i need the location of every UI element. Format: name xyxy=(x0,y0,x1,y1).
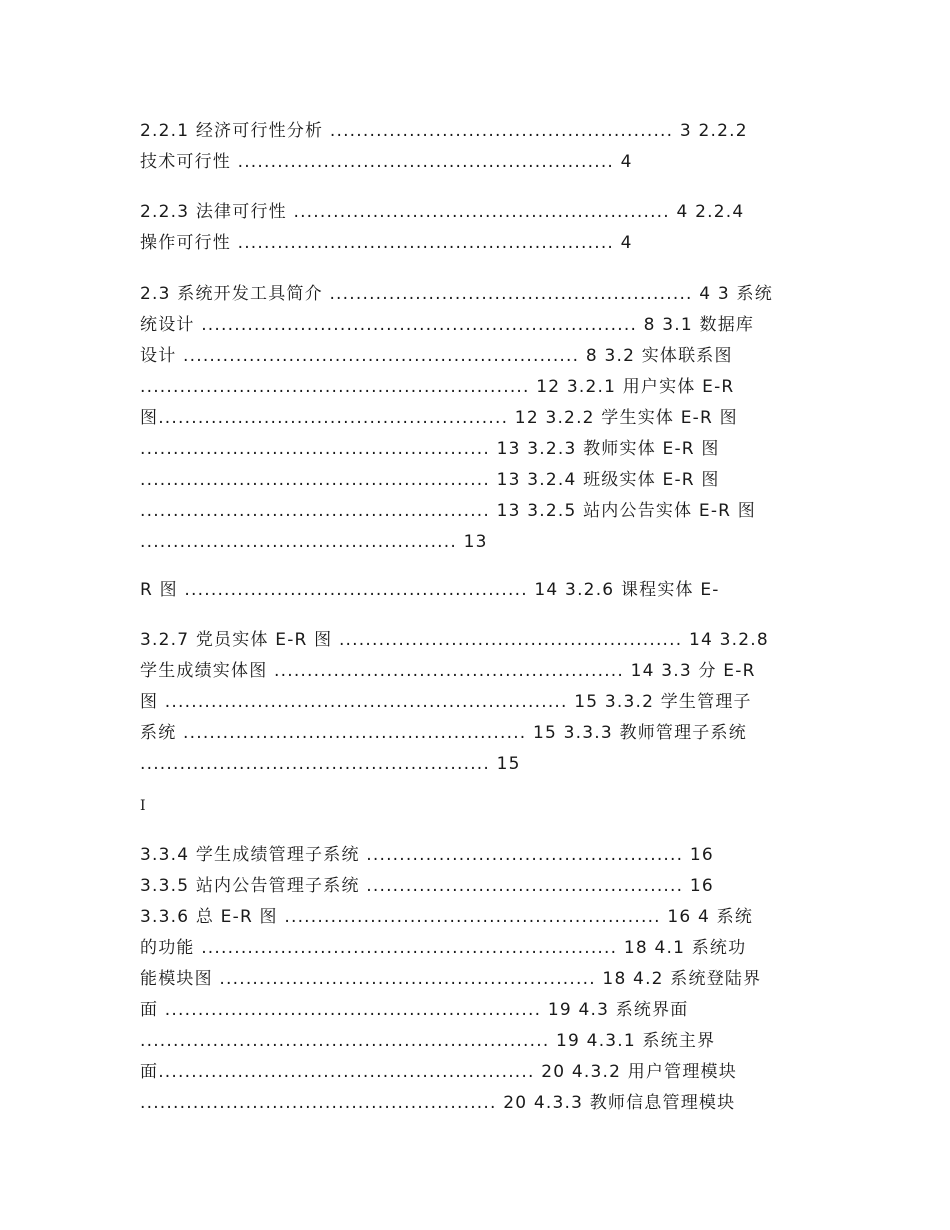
toc-line: 面......................................................... 20 4.3.2 用户管理模块 xyxy=(140,1062,737,1082)
toc-line: 3.3.4 学生成绩管理子系统 ................................................ 16 xyxy=(140,845,714,865)
toc-line: .............................................................. 19 4.3.1 系统主界 xyxy=(140,1031,716,1051)
toc-line: ..................................................... 13 3.2.3 教师实体 E-R 图 xyxy=(140,439,720,459)
toc-line: 面 ......................................................... 19 4.3 系统界面 xyxy=(140,1000,689,1020)
toc-line: ..................................................... 13 3.2.4 班级实体 E-R 图 xyxy=(140,470,720,490)
toc-line: 3.3.5 站内公告管理子系统 ................................................ 16 xyxy=(140,876,714,896)
toc-line: 技术可行性 ......................................................... 4 xyxy=(140,152,633,172)
toc-line: ...................................................... 20 4.3.3 教师信息管理模块 xyxy=(140,1093,736,1113)
toc-line: 图..................................................... 12 3.2.2 学生实体 E-R 图 xyxy=(140,408,738,428)
toc-line: 能模块图 ......................................................... 18 4.2 系统登陆界 xyxy=(140,969,762,989)
toc-line: ..................................................... 13 3.2.5 站内公告实体 E-R 图 xyxy=(140,501,756,521)
toc-line: 设计 ............................................................ 8 3.2 实体联系图 xyxy=(140,346,733,366)
toc-line: 3.3.6 总 E-R 图 ......................................................... 16 4 系统 xyxy=(140,907,754,927)
toc-line: 2.2.1 经济可行性分析 .................................................... 3 2.2.2 xyxy=(140,121,748,141)
toc-line: 图 ............................................................. 15 3.3.2 学生管理子 xyxy=(140,692,752,712)
toc-line: ........................................................... 12 3.2.1 用户实体 E-R xyxy=(140,377,735,397)
toc-line: 统设计 .................................................................. 8 3.1 数据库 xyxy=(140,315,755,335)
toc-line: 2.3 系统开发工具简介 ....................................................... 4 3 系统 xyxy=(140,284,773,304)
page-number-marker: I xyxy=(140,798,146,814)
toc-line: 的功能 ............................................................... 18 4.1 系统功 xyxy=(140,938,747,958)
toc-line: 3.2.7 党员实体 E-R 图 .................................................... 14 3.2.8 xyxy=(140,630,769,650)
toc-line: 学生成绩实体图 ..................................................... 14 3.3 分 E-R xyxy=(140,661,756,681)
toc-line: ................................................ 13 xyxy=(140,532,488,552)
toc-line: 系统 .................................................... 15 3.3.3 教师管理子系统 xyxy=(140,723,747,743)
toc-line: ..................................................... 15 xyxy=(140,754,521,774)
toc-line: 2.2.3 法律可行性 ......................................................... 4 2.2.4 xyxy=(140,202,745,222)
toc-line: R 图 .................................................... 14 3.2.6 课程实体 E- xyxy=(140,580,720,600)
toc-line: 操作可行性 ......................................................... 4 xyxy=(140,233,633,253)
